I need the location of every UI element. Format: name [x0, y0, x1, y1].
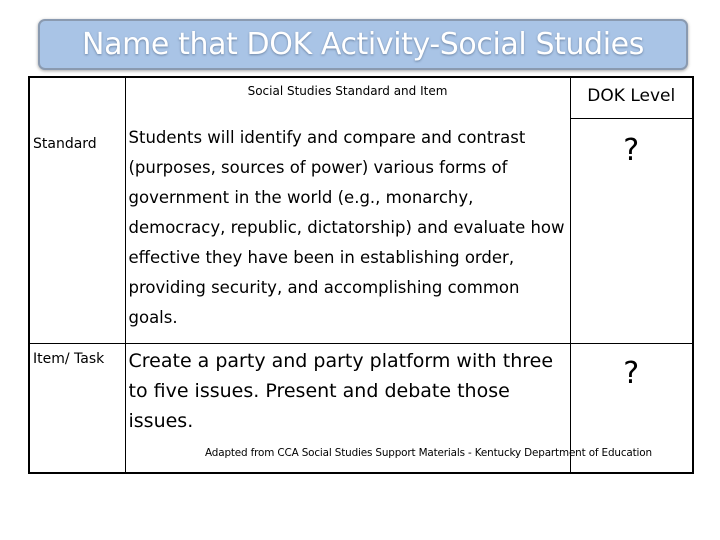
row-label-item-task: Item/ Task: [29, 344, 125, 474]
header-item: Social Studies Standard and Item: [125, 77, 570, 119]
item-task-text: Create a party and party platform with three to five issues. Present and debate those issues.: [125, 344, 570, 474]
standard-text: Students will identify and compare and contrast (purposes, sources of power) various forms of government in the world (e.g., monarchy, democracy, republic, dictatorship) and evaluate how effective they have been in establishing order, providing security, and accomplishing common goals.: [125, 119, 570, 344]
header-dok-level: DOK Level: [570, 77, 693, 119]
header-blank-cell: [29, 77, 125, 119]
standard-dok-value: ?: [570, 119, 693, 344]
table-header-row: [29, 77, 693, 119]
row-label-standard: Standard: [29, 119, 125, 344]
table-row-standard: [29, 119, 693, 344]
source-citation: Adapted from CCA Social Studies Support Materials - Kentucky Department of Education: [205, 447, 652, 459]
dok-table: [28, 76, 694, 474]
slide-title: Name that DOK Activity-Social Studies: [82, 27, 644, 62]
slide-title-bar: [38, 19, 688, 70]
item-task-dok-value: ?: [570, 344, 693, 474]
